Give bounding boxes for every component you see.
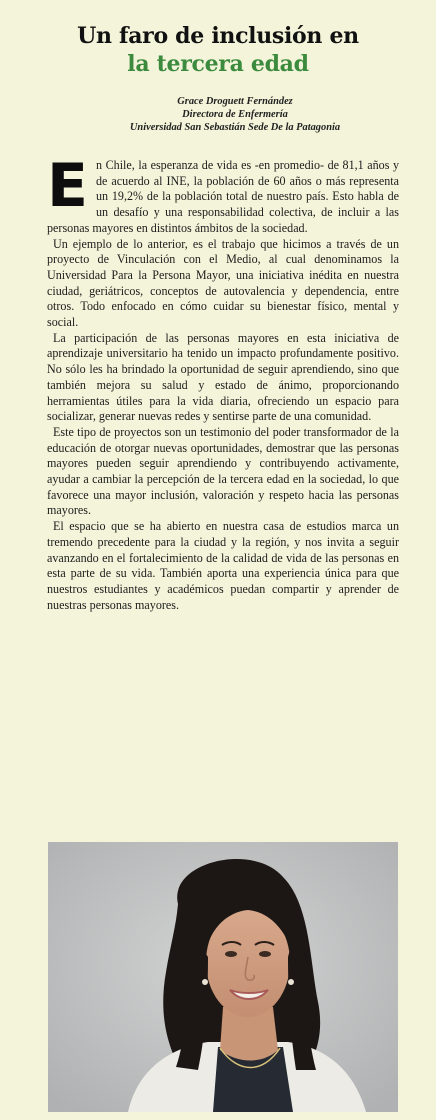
paragraph-1 bbox=[47, 151, 399, 237]
article-body bbox=[47, 151, 399, 613]
author-role: Directora de Enfermería bbox=[182, 109, 288, 120]
paragraph-5: El espacio que se ha abierto en nuestra casa de estudios marca un tremendo precedente para la ciudad y la región, y nos invita a seguir avanzando en el fortalecimiento de la calidad de vida de las personas en esta parte de su vida. También aporta una experiencia única para que nuestros estudiantes y académicos puedan compartir y aprender de nuestras personas mayores. bbox=[47, 519, 399, 612]
byline bbox=[70, 95, 400, 134]
paragraph-1-text: n Chile, la esperanza de vida es -en promedio- de 81,1 años y de acuerdo al INE, la población de 60 años o más representa un 19,2% de la población total de nuestro país. Esto habla de un desafío y una responsabilidad colectiva, de incluir a las personas mayores en distintos ámbitos de la sociedad. bbox=[47, 158, 399, 235]
article-title-line-2: la tercera edad bbox=[127, 51, 309, 77]
paragraph-2: Un ejemplo de lo anterior, es el trabajo que hicimos a través de un proyecto de Vinculación con el Medio, al cual denominamos la Universidad Para la Persona Mayor, una iniciativa inédita en nuestra ciudad, geriátricos, conceptos de autovalencia y dependencia, entre otros. Todo enfocado en cómo cuidar su bienestar físico, mental y social. bbox=[47, 236, 399, 330]
paragraph-3: La participación de las personas mayores en esta iniciativa de aprendizaje universitario ha tenido un impacto profundamente positivo. No sólo les ha brindado la oportunidad de seguir aprendiendo, sino que también mejora su salud y estado de ánimo, proporcionando herramientas útiles para la vida diaria, ofreciendo un espacio para socializar, generar nuevas redes y sentirse parte de una comunidad. bbox=[47, 330, 399, 424]
author-name: Grace Droguett Fernández bbox=[177, 96, 293, 107]
author-photo bbox=[48, 842, 398, 1112]
article-header bbox=[0, 22, 436, 78]
drop-cap: E bbox=[47, 151, 88, 221]
article-title-line-1: Un faro de inclusión en bbox=[77, 23, 359, 49]
author-institution: Universidad San Sebastián Sede De la Patagonia bbox=[129, 122, 341, 133]
paragraph-4: Este tipo de proyectos son un testimonio del poder transformador de la educación de otorgar nuevas oportunidades, demostrar que las personas mayores pueden seguir aprendiendo y contribuyendo activamente, ayudar a cambiar la percepción de la tercera edad en la sociedad, lo que favorece una mayor inclusión, valoración y respeto hacia las personas mayores. bbox=[47, 424, 399, 518]
author-portrait-illustration bbox=[48, 842, 398, 1112]
